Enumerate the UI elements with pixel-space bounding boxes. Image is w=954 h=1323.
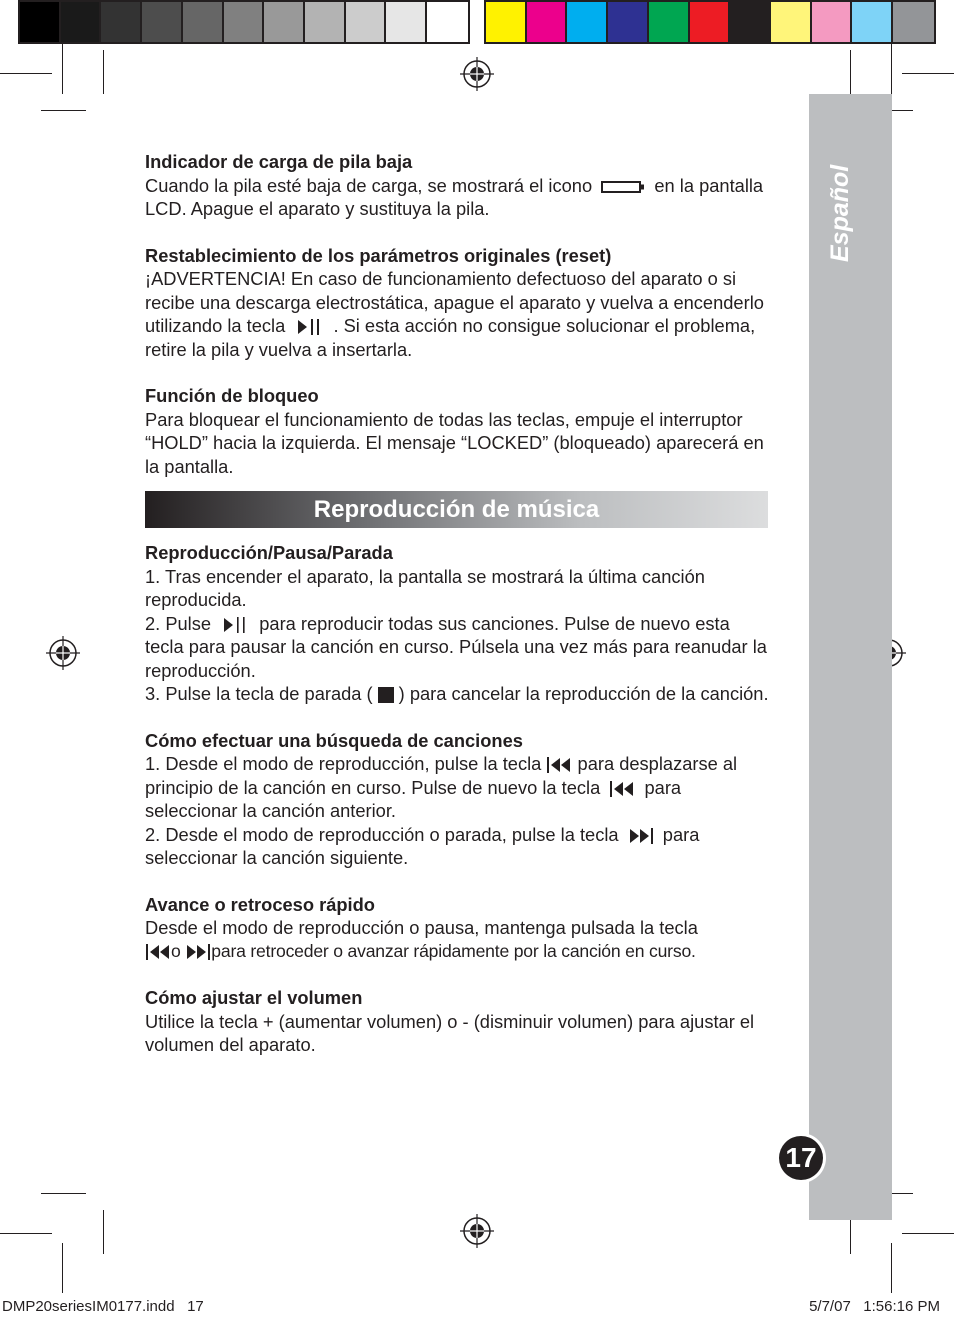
battery-icon (601, 180, 645, 194)
section-song-search (145, 729, 770, 870)
play-pause-icon (296, 317, 322, 337)
section-heading: Cómo ajustar el volumen (145, 987, 363, 1008)
color-swatch (893, 2, 934, 42)
color-swatch (486, 2, 527, 42)
crop-mark (62, 1243, 63, 1293)
registration-mark-icon (460, 1214, 494, 1248)
next-icon (628, 826, 654, 846)
section-text: Cuando la pila esté baja de carga, se mostrará el icono en la pantalla LCD. Apague el aparato y sustituya la pila. (145, 174, 764, 219)
color-bar (484, 0, 936, 44)
play-step-2: 2. Pulse para reproducir todas sus canciones. Pulse de nuevo esta tecla para pausar la canción en curso. Púlsela una vez más para reanudar la reproducción. (145, 612, 767, 681)
color-swatch (852, 2, 893, 42)
footer-timestamp: 5/7/07 1:56:16 PM (809, 1298, 940, 1315)
section-heading: Indicador de carga de pila baja (145, 151, 413, 172)
fast-line-2: o para retroceder o avanzar rápidamente por la canción en curso. (145, 940, 770, 964)
color-swatch (608, 2, 649, 42)
crop-mark (0, 1233, 52, 1234)
search-step-2: 2. Desde el modo de reproducción o parada, pulse la tecla para seleccionar la canción siguiente. (145, 823, 700, 868)
section-text: Para bloquear el funcionamiento de todas las teclas, empuje el interruptor “HOLD” hacia la izquierda. El mensaje “LOCKED” (bloqueado) aparecerá en la pantalla. (145, 408, 764, 477)
color-swatch (527, 2, 568, 42)
section-heading: Cómo efectuar una búsqueda de canciones (145, 729, 523, 751)
color-swatch (690, 2, 731, 42)
color-swatch (101, 2, 142, 42)
footer-filename: DMP20seriesIM0177.indd 17 (2, 1298, 204, 1315)
crop-mark (41, 1193, 86, 1194)
section-heading: Función de bloqueo (145, 385, 319, 406)
section-text: ¡ADVERTENCIA! En caso de funcionamiento defectuoso del aparato o si recibe una descarga electrostática, apague el aparato y vuelva a encenderlo utilizando la tecla . Si esta acción no consigue solucionar el problema, retire la pila y vuelva a insertarla. (145, 268, 764, 360)
color-swatch (142, 2, 183, 42)
play-step-3: 3. Pulse la tecla de parada ( ) para cancelar la reproducción de la canción. (145, 683, 769, 704)
section-hold (145, 384, 770, 478)
section-play-pause-stop (145, 541, 770, 706)
section-heading: Reproducción/Pausa/Parada (145, 542, 393, 563)
registration-mark-icon (460, 57, 494, 91)
crop-mark (902, 1233, 954, 1234)
crop-mark (0, 73, 52, 74)
crop-mark (891, 1243, 892, 1293)
color-swatch (346, 2, 387, 42)
page-number: 17 (779, 1136, 823, 1180)
previous-icon (145, 942, 171, 962)
color-swatch (567, 2, 608, 42)
fast-line-1: Desde el modo de reproducción o pausa, mantenga pulsada la tecla (145, 917, 698, 938)
previous-icon (546, 755, 572, 775)
color-swatch (427, 2, 468, 42)
next-icon (185, 942, 211, 962)
crop-mark (41, 110, 86, 111)
section-title-bar: Reproducción de música (145, 491, 768, 528)
color-swatch (649, 2, 690, 42)
color-swatch (183, 2, 224, 42)
color-swatch (730, 2, 771, 42)
section-volume (145, 986, 770, 1057)
play-pause-icon (222, 615, 248, 635)
section-text: Utilice la tecla + (aumentar volumen) o - (disminuir volumen) para ajustar el volumen del aparato. (145, 1010, 755, 1055)
stop-icon (375, 686, 397, 704)
language-sidebar (809, 94, 892, 1220)
section-heading: Restablecimiento de los parámetros originales (reset) (145, 244, 612, 266)
section-low-battery (145, 150, 770, 221)
grayscale-bar (18, 0, 470, 44)
color-swatch (771, 2, 812, 42)
crop-mark (850, 50, 851, 94)
crop-mark (62, 44, 63, 94)
page-content (145, 150, 770, 1080)
crop-mark (103, 50, 104, 94)
previous-icon (609, 779, 635, 799)
color-swatch (224, 2, 265, 42)
color-swatch (305, 2, 346, 42)
color-swatch (264, 2, 305, 42)
color-swatch (61, 2, 102, 42)
section-reset (145, 244, 770, 362)
color-swatch (20, 2, 61, 42)
section-heading: Avance o retroceso rápido (145, 893, 375, 915)
search-step-1: 1. Desde el modo de reproducción, pulse la tecla para desplazarse al principio de la canción en curso. Pulse de nuevo la tecla para seleccionar la canción anterior. (145, 753, 738, 821)
registration-mark-icon (46, 636, 80, 670)
language-label: Español (826, 164, 854, 262)
play-step-1: 1. Tras encender el aparato, la pantalla se mostrará la última canción reproducida. (145, 565, 705, 610)
crop-mark (902, 73, 954, 74)
crop-mark (891, 44, 892, 94)
section-fast-forward-rewind (145, 893, 770, 964)
crop-mark (103, 1210, 104, 1254)
color-swatch (812, 2, 853, 42)
color-swatch (386, 2, 427, 42)
